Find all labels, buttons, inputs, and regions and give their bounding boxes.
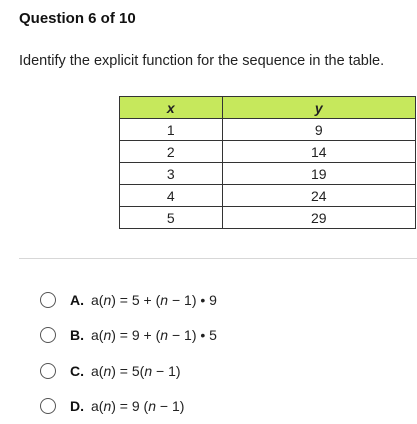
choice-b[interactable] [40,318,217,354]
choice-text: a(n) = 5 + (n − 1) • 9 [91,292,217,308]
choice-text: a(n) = 5(n − 1) [91,363,181,379]
radio-button[interactable] [40,327,56,343]
table-row [120,163,416,185]
cell-x: 1 [120,119,223,141]
cell-x: 3 [120,163,223,185]
choice-letter: A. [70,292,84,308]
choice-letter: C. [70,363,84,379]
choice-c[interactable] [40,353,217,389]
table-row [120,141,416,163]
cell-y: 9 [222,119,415,141]
header-x: x [120,97,223,119]
cell-y: 24 [222,185,415,207]
question-prompt: Identify the explicit function for the sequence in the table. [19,53,384,69]
radio-button[interactable] [40,398,56,414]
table-row [120,185,416,207]
sequence-table [119,96,416,229]
table-header-row [120,97,416,119]
divider [19,258,417,259]
radio-button[interactable] [40,292,56,308]
radio-button[interactable] [40,363,56,379]
table-row [120,119,416,141]
choice-a[interactable] [40,282,217,318]
choice-text: a(n) = 9 + (n − 1) • 5 [91,327,217,343]
choice-letter: B. [70,327,84,343]
cell-y: 29 [222,207,415,229]
header-y: y [222,97,415,119]
choice-text: a(n) = 9 (n − 1) [91,398,184,414]
choice-letter: D. [70,398,84,414]
table-row [120,207,416,229]
answer-choices [40,282,217,424]
cell-x: 5 [120,207,223,229]
choice-d[interactable] [40,389,217,424]
cell-x: 2 [120,141,223,163]
cell-x: 4 [120,185,223,207]
question-number: Question 6 of 10 [19,10,136,27]
cell-y: 19 [222,163,415,185]
cell-y: 14 [222,141,415,163]
